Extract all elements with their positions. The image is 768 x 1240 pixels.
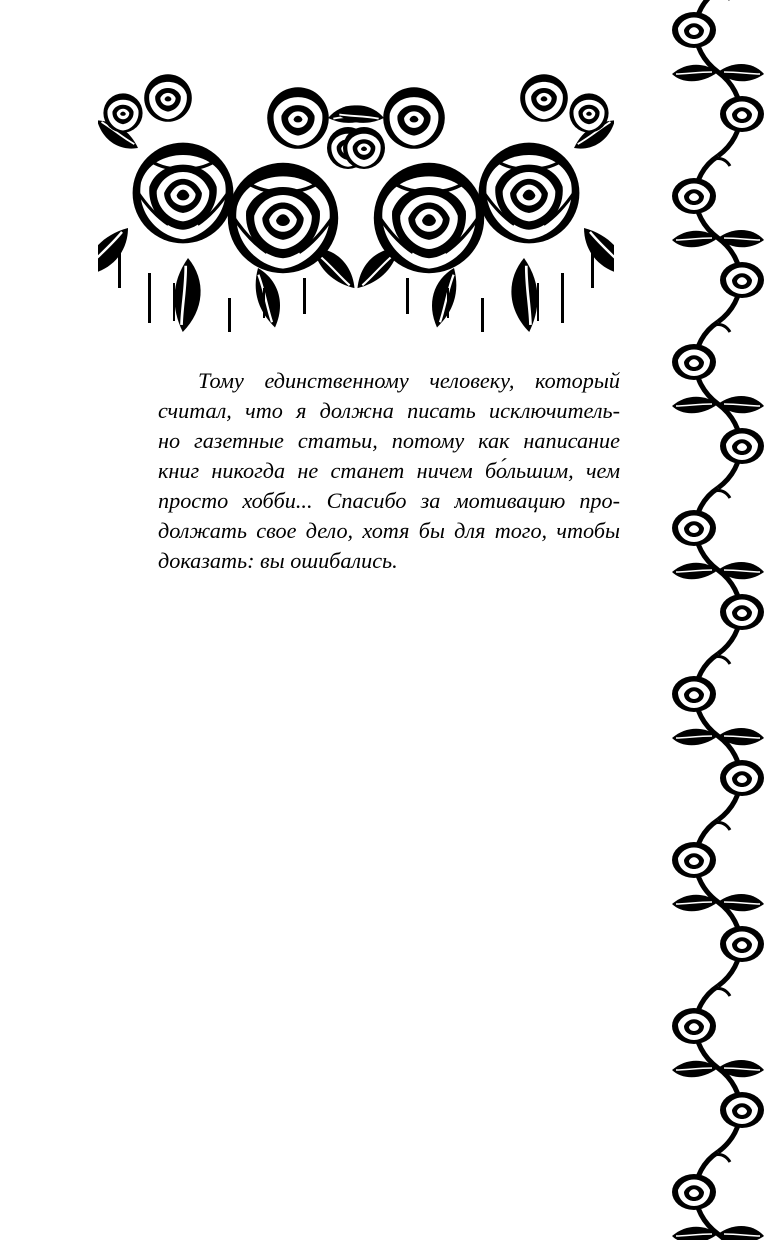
dedication-line: но газетные статьи, потому как написание: [158, 428, 620, 453]
dedication-line: Тому единственному человеку, который: [198, 368, 620, 393]
dedication-line: считал, что я должна писать исключитель-: [158, 398, 620, 423]
dedication-line: книг никогда не станет ничем бо́льшим, чем: [158, 458, 620, 483]
rose-vine-border: [668, 0, 768, 1240]
dedication-text: [158, 366, 620, 576]
dedication-line: просто хобби... Спасибо за мотивацию про-: [158, 488, 620, 513]
rose-ornament-top: [98, 58, 614, 338]
dedication-line: доказать: вы ошибались.: [158, 548, 398, 573]
dedication-line: должать свое дело, хотя бы для того, чтобы: [158, 518, 620, 543]
